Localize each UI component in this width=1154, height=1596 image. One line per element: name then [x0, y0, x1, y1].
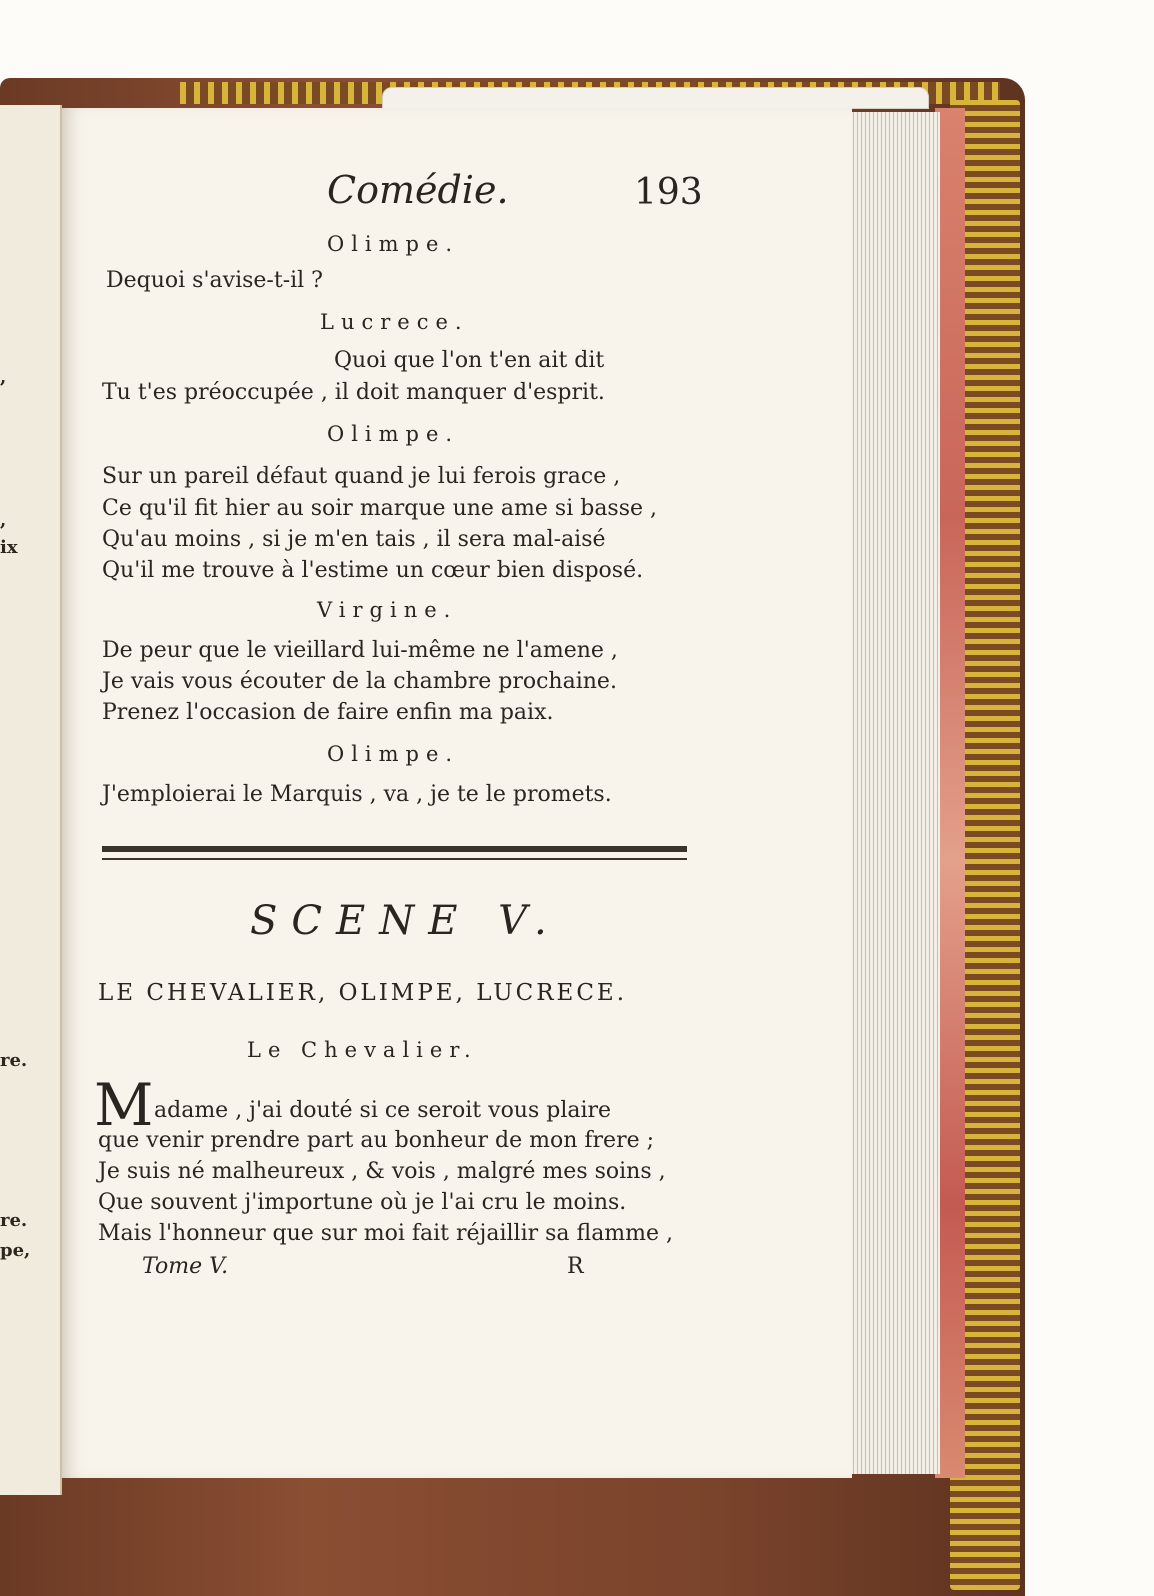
double-rule-thick — [102, 846, 687, 852]
left-fragment: re. — [0, 1050, 28, 1071]
left-fragment: re. — [0, 1210, 28, 1231]
verse-line: Qu'au moins , si je m'en tais , il sera mal-aisé — [102, 527, 606, 552]
gathering-signature: R — [567, 1254, 584, 1279]
verse-line: Mais l'honneur que sur moi fait réjaillir sa flamme , — [98, 1221, 674, 1246]
double-rule-thin — [102, 858, 687, 860]
speaker-name: Olimpe. — [327, 422, 460, 446]
speaker-name: Olimpe. — [327, 232, 460, 256]
scene-title: SCENE V. — [250, 898, 561, 944]
left-page — [0, 105, 62, 1495]
verse-line: que venir prendre part au bonheur de mon frere ; — [98, 1128, 655, 1153]
verse-line: Dequoi s'avise-t-il ? — [106, 268, 323, 293]
page-number: 193 — [634, 172, 703, 213]
speaker-name: Lucrece. — [320, 310, 469, 334]
running-header: Comédie. — [327, 168, 509, 212]
volume-signature: Tome V. — [142, 1254, 229, 1279]
verse-line: Quoi que l'on t'en ait dit — [334, 348, 605, 373]
page-strip — [382, 87, 929, 109]
verse-line: Sur un pareil défaut quand je lui ferois grace , — [102, 464, 621, 489]
page-edges — [850, 112, 940, 1474]
drop-cap: M — [94, 1071, 154, 1139]
speaker-name: Olimpe. — [327, 742, 460, 766]
verse-line: J'emploierai le Marquis , va , je te le promets. — [102, 782, 612, 807]
verse-line: Prenez l'occasion de faire enfin ma paix. — [102, 700, 554, 725]
verse-line: adame , j'ai douté si ce seroit vous plaire — [154, 1098, 612, 1123]
left-fragment: ix — [0, 537, 18, 558]
verse-line: Tu t'es préoccupée , il doit manquer d'esprit. — [102, 380, 605, 405]
cast-list: LE CHEVALIER, OLIMPE, LUCRECE. — [98, 980, 628, 1006]
right-page — [62, 108, 852, 1478]
verse-line: Que souvent j'importune où je l'ai cru le moins. — [98, 1190, 627, 1215]
verse-line: Je vais vous écouter de la chambre prochaine. — [102, 669, 617, 694]
verse-line: De peur que le vieillard lui-même ne l'amene , — [102, 638, 618, 663]
verse-line: Qu'il me trouve à l'estime un cœur bien disposé. — [102, 558, 644, 583]
left-fragment: pe, — [0, 1240, 31, 1261]
speaker-name: Le Chevalier. — [247, 1038, 478, 1062]
left-fragment: , — [0, 510, 7, 531]
verse-line: Ce qu'il fit hier au soir marque une ame si basse , — [102, 496, 658, 521]
left-fragment: , — [0, 367, 7, 388]
speaker-name: Virgine. — [317, 598, 458, 622]
verse-line: Je suis né malheureux , & vois , malgré mes soins , — [98, 1159, 666, 1184]
